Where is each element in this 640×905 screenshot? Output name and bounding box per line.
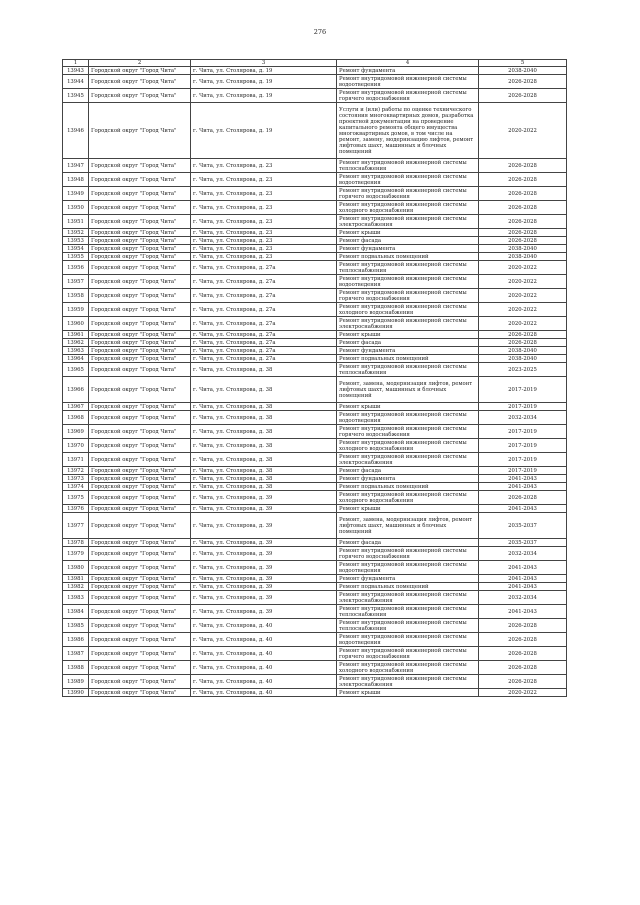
cell-period: 2038-2040	[479, 245, 567, 253]
cell-work-type: Ремонт крыши	[337, 505, 479, 513]
cell-address: г. Чита, ул. Столярова, д. 40	[191, 689, 337, 697]
cell-municipality: Городской округ "Город Чита"	[89, 173, 191, 187]
cell-record-number: 13981	[63, 575, 89, 583]
cell-period: 2026-2028	[479, 201, 567, 215]
cell-record-number: 13951	[63, 215, 89, 229]
cell-work-type: Ремонт, замена, модернизация лифтов, ремонт лифтовых шахт, машинных и блочных помещений	[337, 377, 479, 403]
cell-municipality: Городской округ "Город Чита"	[89, 467, 191, 475]
cell-record-number: 13968	[63, 411, 89, 425]
table-row	[63, 363, 567, 377]
cell-municipality: Городской округ "Город Чита"	[89, 75, 191, 89]
cell-municipality: Городской округ "Город Чита"	[89, 215, 191, 229]
cell-record-number: 13946	[63, 103, 89, 159]
cell-address: г. Чита, ул. Столярова, д. 23	[191, 187, 337, 201]
cell-municipality: Городской округ "Город Чита"	[89, 411, 191, 425]
cell-municipality: Городской округ "Город Чита"	[89, 303, 191, 317]
cell-period: 2038-2040	[479, 253, 567, 261]
cell-work-type: Ремонт внутридомовой инженерной системы водоотведения	[337, 173, 479, 187]
cell-period: 2026-2028	[479, 633, 567, 647]
table-row	[63, 103, 567, 159]
cell-work-type: Ремонт внутридомовой инженерной системы водоотведения	[337, 75, 479, 89]
cell-address: г. Чита, ул. Столярова, д. 40	[191, 661, 337, 675]
cell-period: 2032-2034	[479, 547, 567, 561]
cell-municipality: Городской округ "Город Чита"	[89, 187, 191, 201]
cell-period: 2020-2022	[479, 303, 567, 317]
header-col-3: 3	[191, 60, 337, 67]
cell-address: г. Чита, ул. Столярова, д. 40	[191, 647, 337, 661]
cell-period: 2023-2025	[479, 363, 567, 377]
cell-record-number: 13978	[63, 539, 89, 547]
header-col-4: 4	[337, 60, 479, 67]
cell-work-type: Ремонт фасада	[337, 539, 479, 547]
cell-address: г. Чита, ул. Столярова, д. 23	[191, 159, 337, 173]
table-row	[63, 513, 567, 539]
cell-record-number: 13976	[63, 505, 89, 513]
cell-municipality: Городской округ "Город Чита"	[89, 245, 191, 253]
cell-municipality: Городской округ "Город Чита"	[89, 331, 191, 339]
cell-period: 2020-2022	[479, 689, 567, 697]
cell-address: г. Чита, ул. Столярова, д. 38	[191, 439, 337, 453]
cell-work-type: Ремонт фасада	[337, 339, 479, 347]
cell-municipality: Городской округ "Город Чита"	[89, 237, 191, 245]
table-row	[63, 561, 567, 575]
cell-record-number: 13970	[63, 439, 89, 453]
cell-municipality: Городской округ "Город Чита"	[89, 159, 191, 173]
cell-record-number: 13983	[63, 591, 89, 605]
cell-work-type: Ремонт внутридомовой инженерной системы водоотведения	[337, 633, 479, 647]
cell-municipality: Городской округ "Город Чита"	[89, 539, 191, 547]
cell-address: г. Чита, ул. Столярова, д. 27а	[191, 347, 337, 355]
cell-record-number: 13990	[63, 689, 89, 697]
cell-period: 2041-2043	[479, 605, 567, 619]
table-row	[63, 261, 567, 275]
cell-municipality: Городской округ "Город Чита"	[89, 475, 191, 483]
cell-work-type: Ремонт внутридомовой инженерной системы электроснабжения	[337, 453, 479, 467]
cell-municipality: Городской округ "Город Чита"	[89, 425, 191, 439]
table-row	[63, 159, 567, 173]
cell-address: г. Чита, ул. Столярова, д. 39	[191, 547, 337, 561]
header-col-2: 2	[89, 60, 191, 67]
cell-municipality: Городской округ "Город Чита"	[89, 583, 191, 591]
cell-record-number: 13971	[63, 453, 89, 467]
cell-work-type: Ремонт внутридомовой инженерной системы водоотведения	[337, 411, 479, 425]
cell-record-number: 13987	[63, 647, 89, 661]
cell-period: 2035-2037	[479, 513, 567, 539]
table-row	[63, 67, 567, 75]
cell-record-number: 13986	[63, 633, 89, 647]
cell-period: 2026-2028	[479, 331, 567, 339]
cell-address: г. Чита, ул. Столярова, д. 23	[191, 173, 337, 187]
cell-record-number: 13962	[63, 339, 89, 347]
cell-work-type: Ремонт внутридомовой инженерной системы электроснабжения	[337, 317, 479, 331]
cell-work-type: Ремонт внутридомовой инженерной системы горячего водоснабжения	[337, 187, 479, 201]
cell-address: г. Чита, ул. Столярова, д. 27а	[191, 303, 337, 317]
table-row	[63, 215, 567, 229]
cell-work-type: Ремонт подвальных помещений	[337, 253, 479, 261]
cell-municipality: Городской округ "Город Чита"	[89, 377, 191, 403]
cell-municipality: Городской округ "Город Чита"	[89, 67, 191, 75]
cell-address: г. Чита, ул. Столярова, д. 19	[191, 89, 337, 103]
cell-address: г. Чита, ул. Столярова, д. 39	[191, 583, 337, 591]
cell-period: 2017-2019	[479, 439, 567, 453]
cell-work-type: Ремонт крыши	[337, 689, 479, 697]
cell-work-type: Ремонт внутридомовой инженерной системы электроснабжения	[337, 215, 479, 229]
header-col-1: 1	[63, 60, 89, 67]
cell-municipality: Городской округ "Город Чита"	[89, 483, 191, 491]
cell-period: 2017-2019	[479, 377, 567, 403]
cell-period: 2026-2028	[479, 339, 567, 347]
table-row	[63, 275, 567, 289]
cell-address: г. Чита, ул. Столярова, д. 38	[191, 453, 337, 467]
table-header	[63, 60, 567, 67]
cell-address: г. Чита, ул. Столярова, д. 27а	[191, 317, 337, 331]
cell-record-number: 13959	[63, 303, 89, 317]
cell-record-number: 13984	[63, 605, 89, 619]
cell-work-type: Ремонт фундамента	[337, 347, 479, 355]
cell-work-type: Ремонт внутридомовой инженерной системы холодного водоснабжения	[337, 661, 479, 675]
cell-municipality: Городской округ "Город Чита"	[89, 619, 191, 633]
table-row	[63, 355, 567, 363]
cell-municipality: Городской округ "Город Чита"	[89, 355, 191, 363]
cell-municipality: Городской округ "Город Чита"	[89, 253, 191, 261]
cell-address: г. Чита, ул. Столярова, д. 40	[191, 675, 337, 689]
cell-period: 2026-2028	[479, 491, 567, 505]
cell-address: г. Чита, ул. Столярова, д. 27а	[191, 289, 337, 303]
cell-period: 2026-2028	[479, 187, 567, 201]
cell-municipality: Городской округ "Город Чита"	[89, 317, 191, 331]
table-row	[63, 619, 567, 633]
cell-record-number: 13952	[63, 229, 89, 237]
table-row	[63, 633, 567, 647]
cell-address: г. Чита, ул. Столярова, д. 23	[191, 215, 337, 229]
cell-municipality: Городской округ "Город Чита"	[89, 513, 191, 539]
cell-record-number: 13949	[63, 187, 89, 201]
table-row	[63, 331, 567, 339]
cell-record-number: 13985	[63, 619, 89, 633]
cell-work-type: Ремонт внутридомовой инженерной системы электроснабжения	[337, 591, 479, 605]
cell-address: г. Чита, ул. Столярова, д. 23	[191, 201, 337, 215]
cell-record-number: 13973	[63, 475, 89, 483]
table-row	[63, 675, 567, 689]
cell-record-number: 13961	[63, 331, 89, 339]
cell-record-number: 13948	[63, 173, 89, 187]
cell-work-type: Ремонт подвальных помещений	[337, 483, 479, 491]
cell-address: г. Чита, ул. Столярова, д. 23	[191, 245, 337, 253]
cell-municipality: Городской округ "Город Чита"	[89, 339, 191, 347]
cell-period: 2020-2022	[479, 103, 567, 159]
cell-municipality: Городской округ "Город Чита"	[89, 275, 191, 289]
cell-period: 2026-2028	[479, 159, 567, 173]
cell-record-number: 13972	[63, 467, 89, 475]
cell-municipality: Городской округ "Город Чита"	[89, 229, 191, 237]
cell-period: 2032-2034	[479, 411, 567, 425]
cell-record-number: 13954	[63, 245, 89, 253]
cell-period: 2032-2034	[479, 591, 567, 605]
cell-record-number: 13957	[63, 275, 89, 289]
cell-record-number: 13982	[63, 583, 89, 591]
cell-address: г. Чита, ул. Столярова, д. 27а	[191, 355, 337, 363]
cell-work-type: Ремонт крыши	[337, 229, 479, 237]
cell-record-number: 13960	[63, 317, 89, 331]
table-row	[63, 491, 567, 505]
cell-address: г. Чита, ул. Столярова, д. 39	[191, 539, 337, 547]
table-row	[63, 467, 567, 475]
cell-work-type: Ремонт крыши	[337, 403, 479, 411]
cell-period: 2041-2043	[479, 575, 567, 583]
cell-address: г. Чита, ул. Столярова, д. 39	[191, 491, 337, 505]
cell-period: 2038-2040	[479, 355, 567, 363]
cell-record-number: 13955	[63, 253, 89, 261]
table-row	[63, 347, 567, 355]
table-row	[63, 201, 567, 215]
cell-work-type: Ремонт, замена, модернизация лифтов, ремонт лифтовых шахт, машинных и блочных помещений	[337, 513, 479, 539]
repair-schedule-table	[62, 59, 567, 697]
cell-work-type: Ремонт фундамента	[337, 67, 479, 75]
table-row	[63, 173, 567, 187]
cell-period: 2041-2043	[479, 483, 567, 491]
table-row	[63, 661, 567, 675]
table-row	[63, 505, 567, 513]
cell-work-type: Ремонт внутридомовой инженерной системы горячего водоснабжения	[337, 289, 479, 303]
table-row	[63, 237, 567, 245]
page-number: 276	[313, 28, 327, 36]
cell-work-type: Ремонт фасада	[337, 467, 479, 475]
cell-record-number: 13977	[63, 513, 89, 539]
table-row	[63, 377, 567, 403]
cell-period: 2026-2028	[479, 237, 567, 245]
cell-period: 2026-2028	[479, 215, 567, 229]
cell-work-type: Ремонт фундамента	[337, 245, 479, 253]
cell-work-type: Ремонт внутридомовой инженерной системы горячего водоснабжения	[337, 425, 479, 439]
cell-address: г. Чита, ул. Столярова, д. 40	[191, 633, 337, 647]
table-row	[63, 411, 567, 425]
cell-period: 2041-2043	[479, 475, 567, 483]
table-row	[63, 89, 567, 103]
cell-work-type: Ремонт внутридомовой инженерной системы теплоснабжения	[337, 363, 479, 377]
cell-municipality: Городской округ "Город Чита"	[89, 439, 191, 453]
cell-work-type: Ремонт внутридомовой инженерной системы водоотведения	[337, 561, 479, 575]
cell-record-number: 13989	[63, 675, 89, 689]
cell-record-number: 13950	[63, 201, 89, 215]
table-row	[63, 539, 567, 547]
cell-period: 2020-2022	[479, 317, 567, 331]
table-row	[63, 289, 567, 303]
table-row	[63, 689, 567, 697]
cell-work-type: Ремонт внутридомовой инженерной системы горячего водоснабжения	[337, 647, 479, 661]
cell-period: 2026-2028	[479, 647, 567, 661]
cell-record-number: 13958	[63, 289, 89, 303]
cell-address: г. Чита, ул. Столярова, д. 38	[191, 403, 337, 411]
cell-address: г. Чита, ул. Столярова, д. 19	[191, 75, 337, 89]
cell-work-type: Ремонт фундамента	[337, 475, 479, 483]
cell-work-type: Ремонт внутридомовой инженерной системы холодного водоснабжения	[337, 491, 479, 505]
cell-municipality: Городской округ "Город Чита"	[89, 347, 191, 355]
cell-municipality: Городской округ "Город Чита"	[89, 491, 191, 505]
table-row	[63, 425, 567, 439]
table-row	[63, 75, 567, 89]
table-row	[63, 253, 567, 261]
cell-municipality: Городской округ "Город Чита"	[89, 689, 191, 697]
cell-work-type: Ремонт фундамента	[337, 575, 479, 583]
cell-address: г. Чита, ул. Столярова, д. 23	[191, 253, 337, 261]
cell-period: 2041-2043	[479, 561, 567, 575]
cell-period: 2026-2028	[479, 675, 567, 689]
cell-record-number: 13956	[63, 261, 89, 275]
cell-municipality: Городской округ "Город Чита"	[89, 505, 191, 513]
cell-address: г. Чита, ул. Столярова, д. 27а	[191, 261, 337, 275]
cell-work-type: Ремонт крыши	[337, 331, 479, 339]
table-row	[63, 339, 567, 347]
cell-address: г. Чита, ул. Столярова, д. 39	[191, 561, 337, 575]
cell-work-type: Ремонт внутридомовой инженерной системы горячего водоснабжения	[337, 547, 479, 561]
table-row	[63, 403, 567, 411]
cell-period: 2041-2043	[479, 583, 567, 591]
cell-municipality: Городской округ "Город Чита"	[89, 103, 191, 159]
cell-period: 2017-2019	[479, 425, 567, 439]
cell-address: г. Чита, ул. Столярова, д. 39	[191, 505, 337, 513]
cell-work-type: Ремонт подвальных помещений	[337, 583, 479, 591]
table-row	[63, 605, 567, 619]
cell-period: 2026-2028	[479, 661, 567, 675]
cell-address: г. Чита, ул. Столярова, д. 39	[191, 605, 337, 619]
cell-record-number: 13963	[63, 347, 89, 355]
cell-municipality: Городской округ "Город Чита"	[89, 633, 191, 647]
cell-period: 2038-2040	[479, 347, 567, 355]
cell-record-number: 13945	[63, 89, 89, 103]
cell-record-number: 13965	[63, 363, 89, 377]
cell-address: г. Чита, ул. Столярова, д. 27а	[191, 275, 337, 289]
cell-record-number: 13979	[63, 547, 89, 561]
cell-municipality: Городской округ "Город Чита"	[89, 561, 191, 575]
cell-period: 2026-2028	[479, 89, 567, 103]
cell-period: 2026-2028	[479, 229, 567, 237]
cell-record-number: 13966	[63, 377, 89, 403]
cell-address: г. Чита, ул. Столярова, д. 19	[191, 67, 337, 75]
table-row	[63, 575, 567, 583]
cell-period: 2017-2019	[479, 453, 567, 467]
cell-period: 2020-2022	[479, 289, 567, 303]
cell-record-number: 13980	[63, 561, 89, 575]
cell-work-type: Ремонт внутридомовой инженерной системы теплоснабжения	[337, 605, 479, 619]
cell-address: г. Чита, ул. Столярова, д. 38	[191, 475, 337, 483]
header-row	[63, 60, 567, 67]
cell-municipality: Городской округ "Город Чита"	[89, 575, 191, 583]
cell-municipality: Городской округ "Город Чита"	[89, 363, 191, 377]
cell-municipality: Городской округ "Город Чита"	[89, 261, 191, 275]
table-row	[63, 647, 567, 661]
table-row	[63, 317, 567, 331]
cell-municipality: Городской округ "Город Чита"	[89, 289, 191, 303]
cell-address: г. Чита, ул. Столярова, д. 39	[191, 591, 337, 605]
table-row	[63, 245, 567, 253]
cell-address: г. Чита, ул. Столярова, д. 38	[191, 425, 337, 439]
table-row	[63, 547, 567, 561]
cell-record-number: 13967	[63, 403, 89, 411]
table-row	[63, 483, 567, 491]
cell-work-type: Ремонт подвальных помещений	[337, 355, 479, 363]
cell-record-number: 13964	[63, 355, 89, 363]
header-col-5: 5	[479, 60, 567, 67]
cell-period: 2020-2022	[479, 275, 567, 289]
cell-municipality: Городской округ "Город Чита"	[89, 591, 191, 605]
cell-record-number: 13944	[63, 75, 89, 89]
cell-address: г. Чита, ул. Столярова, д. 19	[191, 103, 337, 159]
table-row	[63, 439, 567, 453]
cell-work-type: Ремонт фасада	[337, 237, 479, 245]
cell-period: 2026-2028	[479, 619, 567, 633]
cell-work-type: Ремонт внутридомовой инженерной системы холодного водоснабжения	[337, 303, 479, 317]
cell-period: 2026-2028	[479, 75, 567, 89]
cell-municipality: Городской округ "Город Чита"	[89, 661, 191, 675]
cell-record-number: 13943	[63, 67, 89, 75]
table-row	[63, 303, 567, 317]
cell-work-type: Ремонт внутридомовой инженерной системы водоотведения	[337, 275, 479, 289]
table-row	[63, 583, 567, 591]
cell-address: г. Чита, ул. Столярова, д. 38	[191, 363, 337, 377]
cell-work-type: Услуги и (или) работы по оценке технического состояния многоквартирных домов, разработка проектной документации на проведение капитального ремонта общего имущества многоквартирных домов, в том числе на ремонт, замену, модернизацию лифтов, ремонт лифтовых шахт, машинных и блочных помещений	[337, 103, 479, 159]
table-body	[63, 67, 567, 697]
cell-period: 2017-2019	[479, 403, 567, 411]
cell-period: 2017-2019	[479, 467, 567, 475]
cell-period: 2026-2028	[479, 173, 567, 187]
cell-work-type: Ремонт внутридомовой инженерной системы холодного водоснабжения	[337, 201, 479, 215]
table-row	[63, 229, 567, 237]
cell-address: г. Чита, ул. Столярова, д. 27а	[191, 339, 337, 347]
cell-address: г. Чита, ул. Столярова, д. 27а	[191, 331, 337, 339]
cell-address: г. Чита, ул. Столярова, д. 38	[191, 467, 337, 475]
table-row	[63, 453, 567, 467]
cell-address: г. Чита, ул. Столярова, д. 23	[191, 229, 337, 237]
cell-record-number: 13975	[63, 491, 89, 505]
cell-work-type: Ремонт внутридомовой инженерной системы электроснабжения	[337, 675, 479, 689]
cell-period: 2038-2040	[479, 67, 567, 75]
cell-work-type: Ремонт внутридомовой инженерной системы теплоснабжения	[337, 261, 479, 275]
cell-period: 2041-2043	[479, 505, 567, 513]
cell-record-number: 13969	[63, 425, 89, 439]
cell-municipality: Городской округ "Город Чита"	[89, 201, 191, 215]
cell-municipality: Городской округ "Город Чита"	[89, 647, 191, 661]
cell-period: 2035-2037	[479, 539, 567, 547]
cell-work-type: Ремонт внутридомовой инженерной системы теплоснабжения	[337, 159, 479, 173]
cell-address: г. Чита, ул. Столярова, д. 23	[191, 237, 337, 245]
cell-record-number: 13988	[63, 661, 89, 675]
cell-period: 2020-2022	[479, 261, 567, 275]
cell-work-type: Ремонт внутридомовой инженерной системы теплоснабжения	[337, 619, 479, 633]
cell-address: г. Чита, ул. Столярова, д. 40	[191, 619, 337, 633]
table-row	[63, 475, 567, 483]
cell-municipality: Городской округ "Город Чита"	[89, 605, 191, 619]
table-row	[63, 187, 567, 201]
cell-address: г. Чита, ул. Столярова, д. 39	[191, 575, 337, 583]
cell-municipality: Городской округ "Город Чита"	[89, 675, 191, 689]
cell-address: г. Чита, ул. Столярова, д. 38	[191, 483, 337, 491]
cell-address: г. Чита, ул. Столярова, д. 38	[191, 377, 337, 403]
cell-address: г. Чита, ул. Столярова, д. 39	[191, 513, 337, 539]
cell-record-number: 13953	[63, 237, 89, 245]
cell-record-number: 13947	[63, 159, 89, 173]
cell-municipality: Городской округ "Город Чита"	[89, 403, 191, 411]
cell-municipality: Городской округ "Город Чита"	[89, 453, 191, 467]
table-row	[63, 591, 567, 605]
cell-record-number: 13974	[63, 483, 89, 491]
cell-work-type: Ремонт внутридомовой инженерной системы холодного водоснабжения	[337, 439, 479, 453]
cell-address: г. Чита, ул. Столярова, д. 38	[191, 411, 337, 425]
cell-municipality: Городской округ "Город Чита"	[89, 547, 191, 561]
cell-work-type: Ремонт внутридомовой инженерной системы горячего водоснабжения	[337, 89, 479, 103]
cell-municipality: Городской округ "Город Чита"	[89, 89, 191, 103]
